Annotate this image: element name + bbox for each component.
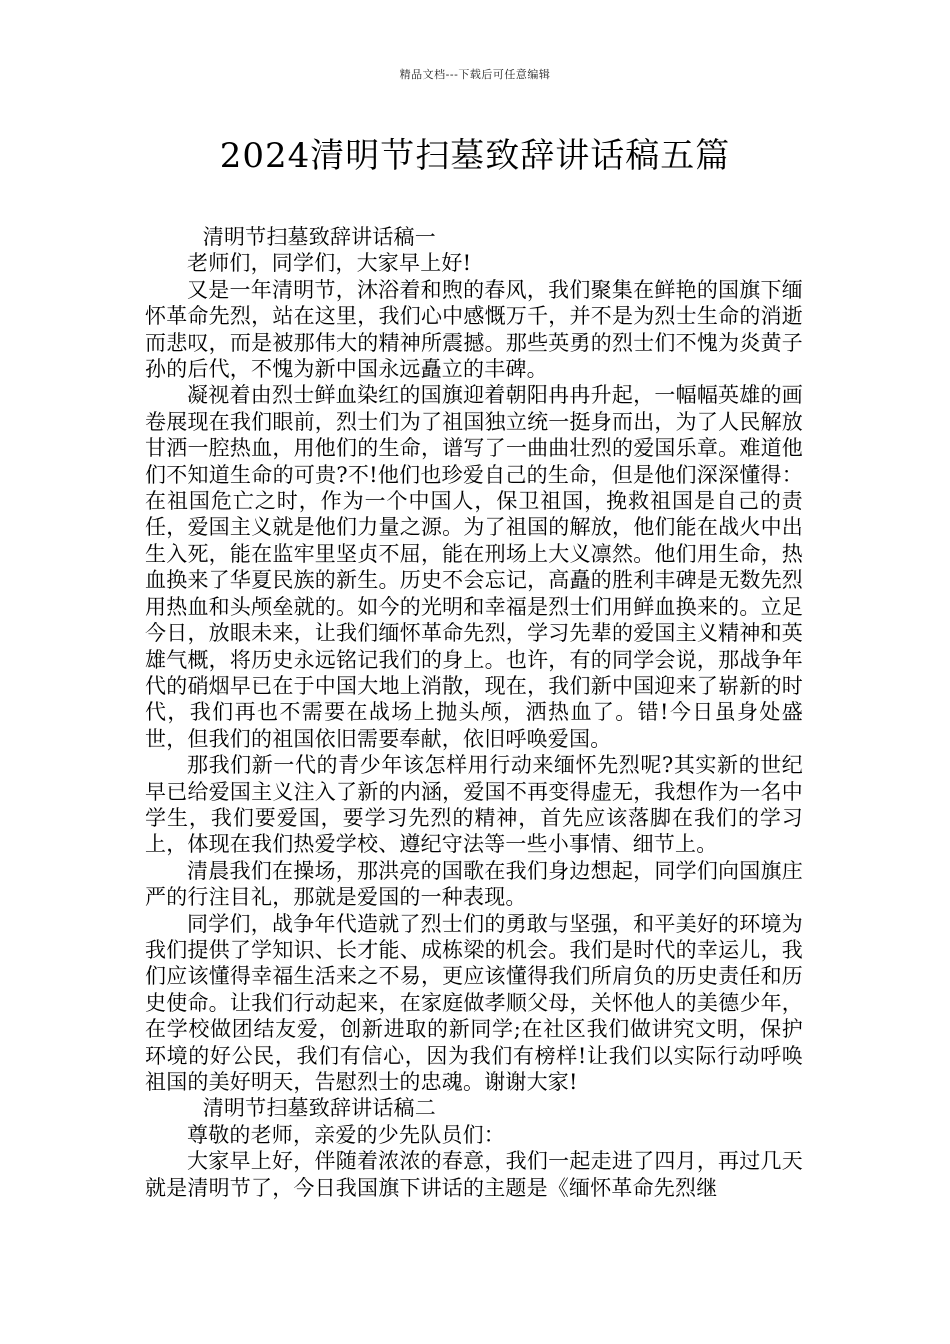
document-title: 2024清明节扫墓致辞讲话稿五篇 xyxy=(219,136,731,176)
body-paragraph: 清晨我们在操场，那洪亮的国歌在我们身边想起，同学们向国旗庄严的行注目礼，那就是爱国的一种表现。 xyxy=(145,858,803,910)
body-paragraph: 又是一年清明节，沐浴着和煦的春风，我们聚集在鲜艳的国旗下缅怀革命先烈，站在这里，我们心中感慨万千，并不是为烈士生命的消逝而悲叹，而是被那伟大的精神所震撼。那些英勇的烈士们不愧为炎黄子孙的后代，不愧为新中国永远矗立的丰碑。 xyxy=(145,277,803,382)
section-heading-1: 清明节扫墓致辞讲话稿一 xyxy=(202,225,436,249)
greeting-2: 尊敬的老师，亲爱的少先队员们： xyxy=(187,1122,505,1147)
document-body xyxy=(145,224,803,1201)
header-note: 精品文档---下载后可任意编辑 xyxy=(399,68,551,81)
body-paragraph: 大家早上好，伴随着浓浓的春意，我们一起走进了四月，再过几天就是清明节了，今日我国旗下讲话的主题是《缅怀革命先烈继 xyxy=(145,1149,803,1200)
section-heading-2: 清明节扫墓致辞讲话稿二 xyxy=(202,1096,436,1121)
body-paragraph: 同学们，战争年代造就了烈士们的勇敢与坚强，和平美好的环境为我们提供了学知识、长才能、成栋梁的机会。我们是时代的幸运儿，我们应该懂得幸福生活来之不易，更应该懂得我们所肩负的历史责任和历史使命。让我们行动起来，在家庭做孝顺父母，关怀他人的美德少年，在学校做团结友爱，创新进取的新同学;在社区我们做讲究文明，保护环境的好公民，我们有信心，因为我们有榜样!让我们以实际行动呼唤祖国的美好明天，告慰烈士的忠魂。谢谢大家! xyxy=(145,911,803,1094)
body-paragraph: 凝视着由烈士鲜血染红的国旗迎着朝阳冉冉升起，一幅幅英雄的画卷展现在我们眼前，烈士们为了祖国独立统一挺身而出，为了人民解放甘洒一腔热血，用他们的生命，谱写了一曲曲壮烈的爱国乐章。难道他们不知道生命的可贵?不!他们也珍爱自己的生命，但是他们深深懂得：在祖国危亡之时，作为一个中国人，保卫祖国，挽救祖国是自己的责任，爱国主义就是他们力量之源。为了祖国的解放，他们能在战火中出生入死，能在监牢里坚贞不屈，能在刑场上大义凛然。他们用生命，热血换来了华夏民族的新生。历史不会忘记，高矗的胜利丰碑是无数先烈用热血和头颅垒就的。如今的光明和幸福是烈士们用鲜血换来的。立足今日，放眼未来，让我们缅怀革命先烈，学习先辈的爱国主义精神和英雄气概，将历史永远铭记我们的身上。也许，有的同学会说，那战争年代的硝烟早已在于中国大地上消散，现在，我们新中国迎来了崭新的时代，我们再也不需要在战场上抛头颅，洒热血了。错!今日虽身处盛世，但我们的祖国依旧需要奉献，依旧呼唤爱国。 xyxy=(145,383,803,751)
body-paragraph: 那我们新一代的青少年该怎样用行动来缅怀先烈呢?其实新的世纪早已给爱国主义注入了新的内涵，爱国不再变得虚无，我想作为一名中学生，我们要爱国，要学习先烈的精神，首先应该落脚在我们的学习上，体现在我们热爱学校、遵纪守法等一些小事情、细节上。 xyxy=(145,753,803,857)
greeting-1: 老师们，同学们，大家早上好! xyxy=(187,251,472,276)
